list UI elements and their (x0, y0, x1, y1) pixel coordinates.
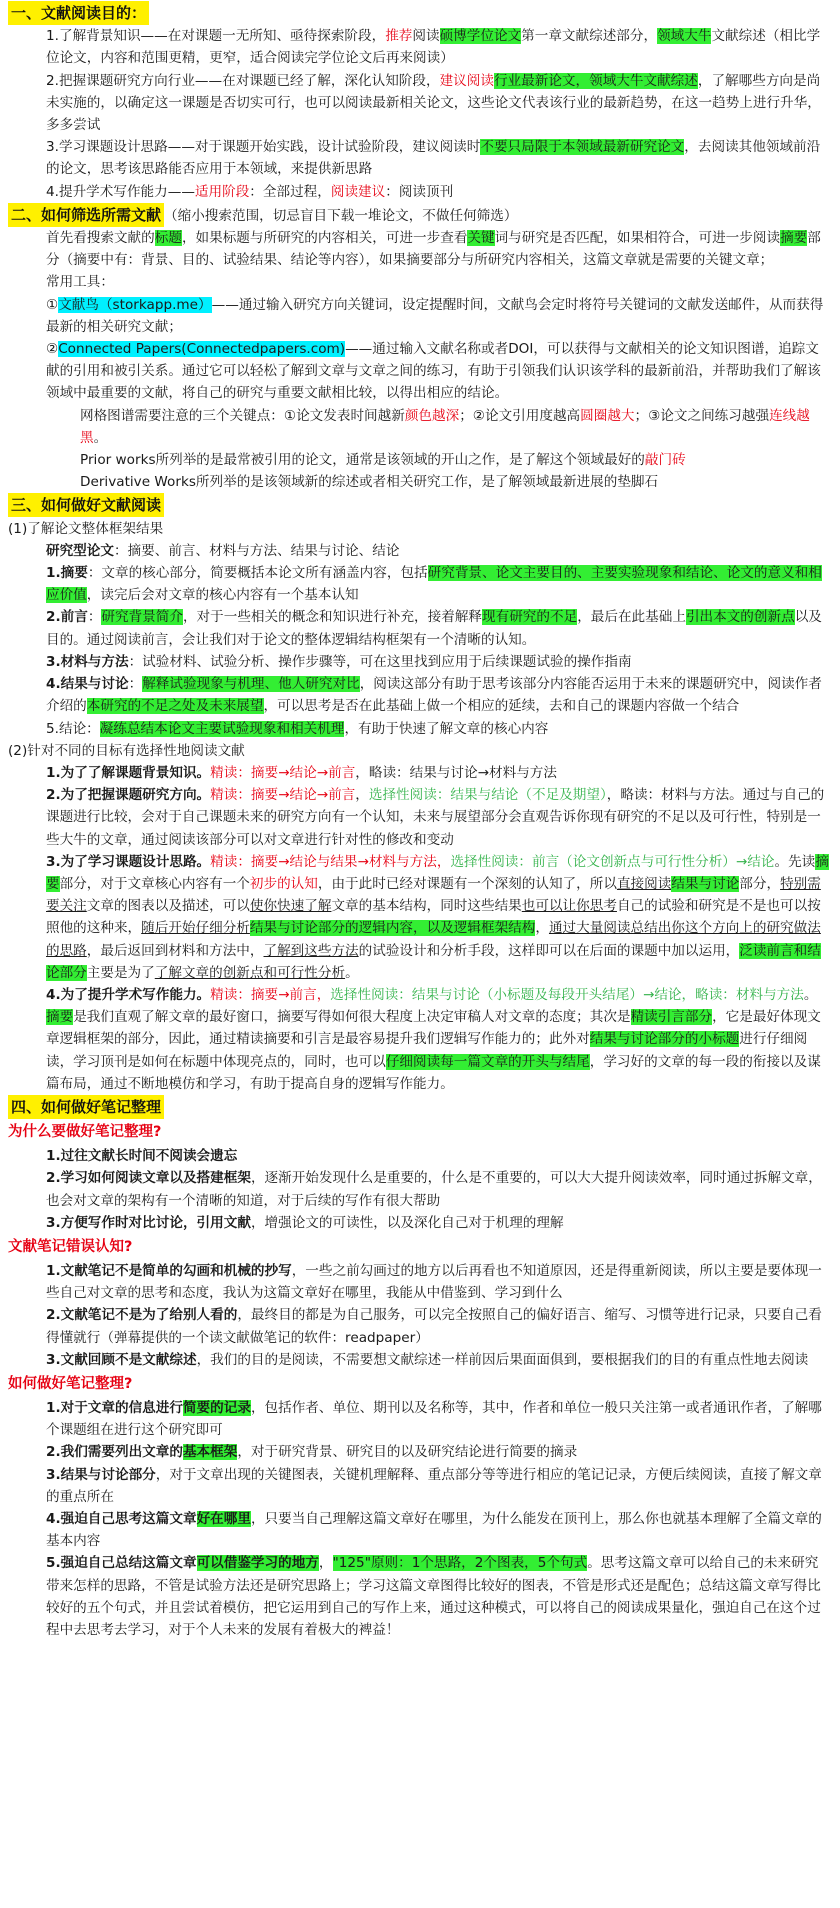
text-run: 结果与讨论部分的逻辑内容，以及逻辑框架结构 (249, 920, 536, 937)
s1-item-3 (8, 136, 830, 180)
text-run: 精读引言部分 (630, 1009, 713, 1026)
text-run: ，学习好的文章的每一段的衔接以及谋篇布局，通过不断地模仿和学习，有助于提高自身的逻辑写作能力。 (46, 1053, 821, 1092)
text-run: 3.方便写作时对比讨论，引用文献 (46, 1214, 251, 1231)
text-run: ，了解哪些方向是尚未实施的，以确定这一课题是否切实可行，也可以阅读最新相关论文，这些论文代表该行业的最新趋势，在这一趋势上进行升华，多多尝试 (46, 72, 821, 134)
text-run: 首先看搜索文献的 (46, 230, 155, 247)
s1-item-1 (8, 25, 830, 69)
text-run: 。思考这篇文章可以给自己的未来研究带来怎样的思路，不管是试验方法还是研究思路上；学习这篇文章图得比较好的图表，不管是形式还是配色；总结这篇文章写得比较好的五个句式，并且尝试着模仿，把它运用到自己的写作上来，通过这种模式，可以将自己的阅读成果量化，强迫自己在这个过程中去思考去学习，对于个人未来的发展有着极大的裨益！ (46, 1555, 821, 1639)
text-run: 可以借鉴学习的地方 (196, 1555, 319, 1572)
s4-question-why: 为什么要做好笔记整理? (8, 1124, 162, 1141)
s2-para-1 (8, 227, 830, 271)
text-run: 阅读 (412, 28, 440, 45)
text-run: 自己的试验和研究是不是也可以按照他的这种来， (46, 898, 821, 937)
s4-how-5 (8, 1552, 830, 1641)
text-run: 行业最新论文，领域大牛文献综述 (493, 72, 698, 89)
text-run: ；③论文之间练习越强 (634, 407, 770, 424)
text-run: 推荐 (385, 28, 413, 45)
text-run: 3.结果与讨论部分 (46, 1466, 156, 1483)
text-run: 部分，对于文章核心内容有一个 (59, 875, 250, 892)
text-run: 1.了解背景知识——在对课题一无所知、亟待探索阶段， (46, 28, 386, 45)
s2-note-prior-works (8, 449, 830, 471)
text-run: 简要的记录 (182, 1399, 251, 1416)
text-run: 2.我们需要列出文章的 (46, 1444, 183, 1461)
s2-note-graph (8, 405, 830, 449)
s3-introduction (8, 606, 830, 650)
text-run: ，由于此时已经对课题有一个深刻的认知了，所以 (317, 875, 617, 892)
text-run: 2.学习如何阅读文章以及搭建框架 (46, 1170, 251, 1187)
text-run: 硕博学位论文 (439, 28, 522, 45)
text-run: ，最后返回到材料和方法中， (86, 942, 264, 959)
text-run: ，对于一些相关的概念和知识进行补充，接着解释 (182, 609, 483, 626)
text-run: ，略读：材料与方法。通过与自己的课题进行比较，会对于自己课题未来的研究方向有一个认知，未来与展望部分会直观告诉你现有研究的不足以及可行性，特别是一些大牛的文章，通过阅读该部分可以对文章进行针对性的修改和变动 (46, 787, 825, 848)
text-run: 本研究的不足之处及未来展望 (86, 698, 264, 715)
text-run: 3.文献回顾不是文献综述 (46, 1351, 197, 1368)
text-run: 精读：摘要→前言， (210, 986, 331, 1003)
text-run: 3.学习课题设计思路——对于课题开始实践，设计试验阶段，建议阅读时 (46, 139, 481, 156)
text-run: 泛读前言和结论部分 (46, 942, 821, 981)
text-run: 4.强迫自己思考这篇文章 (46, 1511, 197, 1527)
text-run: 标题 (154, 230, 182, 247)
text-run: 通过大量阅读总结出你这个方向上的研究做法的思路 (46, 920, 821, 959)
text-run: 领域大牛 (657, 28, 712, 45)
s3-abstract (8, 562, 830, 606)
s4-how-3 (8, 1464, 830, 1508)
text-run: 摘要 (46, 1009, 74, 1026)
s2-note-derivative-works: Derivative Works所列举的是该领域新的综述或者相关研究工作，是了解领域最新进展的垫脚石 (80, 474, 659, 491)
text-run: 文章的图表以及描述，可以 (86, 898, 250, 915)
text-run: Prior works所列举的是最常被引用的论文，通常是该领域的开山之作，是了解这个领域最好的 (80, 452, 645, 469)
text-run: 第一章文献综述部分， (521, 28, 658, 45)
s4-how-4 (8, 1508, 830, 1552)
text-run: 。先读 (774, 853, 816, 870)
text-run: 四、如何做好笔记整理 (8, 1095, 164, 1119)
section-2-note: （缩小搜索范围，切忌盲目下载一堆论文，不做任何筛选） (164, 207, 518, 224)
section-2-heading (8, 203, 830, 227)
text-run: ，可以思考是否在此基础上做一个相应的延续，去和自己的课题内容做一个结合 (263, 698, 740, 715)
text-run: ， (535, 920, 549, 937)
text-run: 研究背景、论文主要目的、主要实验现象和结论、论文的意义和相应价值 (46, 565, 822, 604)
section-4-heading (8, 1095, 830, 1119)
text-run: ：试验材料、试验分析、操作步骤等，可在这里找到应用于后续课题试验的操作指南 (128, 653, 632, 670)
text-run: ， (318, 1555, 333, 1572)
text-run: ： (86, 720, 100, 737)
s4-why-2 (8, 1167, 830, 1211)
text-run: 一、文献阅读目的： (8, 1, 149, 25)
text-run: 文章的基本结构，同时这些结果 (331, 898, 522, 915)
section-1-heading (8, 1, 830, 25)
text-run: ，一些之前勾画过的地方以后再看也不知道原因，还是得重新阅读，所以主要是要体现一些自己对文章的思考和态度，我认为这篇文章好在哪里，我能从中借鉴到、学习到什么 (46, 1262, 822, 1302)
s2-tools-label: 常用工具： (46, 274, 114, 291)
text-run: 关键 (467, 230, 495, 247)
s2-tool-connected-papers (8, 338, 830, 405)
s4-why-3 (8, 1212, 830, 1234)
text-run: 的试验设计和分析手段，这样即可以在后面的课题中加以运用， (358, 942, 740, 959)
text-run: 好在哪里 (196, 1511, 251, 1527)
text-run: ： (87, 609, 102, 626)
text-run: ， (355, 787, 369, 804)
s1-item-2 (8, 70, 830, 137)
text-run: 1.为了了解课题背景知识。 (46, 764, 211, 781)
text-run: 部分（摘要中有：背景、目的、试验结果、结论等内容），如果摘要部分与所研究内容相关，这篇文章就是需要的关键文章； (46, 230, 821, 269)
s4-error-2 (8, 1304, 830, 1348)
s3-goal-3 (8, 851, 830, 984)
text-run: 随后开始仔细分析 (141, 920, 250, 937)
text-run: ，略读：结果与讨论→材料与方法 (355, 764, 557, 781)
text-run: ，读完后会对文章的核心内容有一个基本认知 (86, 587, 359, 604)
text-run: ，对于研究背景、研究目的以及研究结论进行简要的摘录 (237, 1444, 578, 1461)
text-run: 使你快速了解 (249, 898, 332, 915)
text-run: 2.文献笔记不是为了给别人看的 (46, 1307, 238, 1324)
text-run: ，如果标题与所研究的内容相关，可进一步查看 (181, 230, 468, 247)
text-run: 精读：摘要→结论→前言 (210, 787, 356, 804)
text-run: 直接阅读 (616, 875, 672, 892)
s4-how-2 (8, 1441, 830, 1463)
text-run: ——通过输入文献名称或者DOI，可以获得与文献相关的论文知识图谱，追踪文献的引用和被引关系。通过它可以轻松了解到文章与文章之间的练习，有助于引领我们认识该学科的最新前沿，并帮助我们了解该领域中最重要的文献，将自己的研究与重要文献相比较，以得出相应的结论。 (46, 341, 821, 402)
s4-question-errors: 文献笔记错误认知? (8, 1238, 133, 1255)
text-run: ：摘要、前言、材料与方法、结果与讨论、结论 (113, 542, 400, 559)
text-run: 选择性阅读：前言（论文创新点与可行性分析）→结论 (450, 853, 775, 870)
text-run: 选择性阅读：结果与讨论（小标题及每段开头结尾）→结论，略读：材料与方法 (330, 986, 804, 1003)
text-run: 研究背景简介 (101, 609, 183, 626)
text-run: 结果与讨论 (671, 875, 740, 892)
text-run: ，我们的目的是阅读，不需要想文献综述一样前因后果面面俱到，要根据我们的目的有重点性地去阅读 (196, 1351, 809, 1368)
text-run: 1.摘要 (46, 565, 88, 582)
text-run: 二、如何筛选所需文献 (8, 203, 164, 227)
text-run: 4.提升学术写作能力—— (46, 183, 195, 200)
s4-question-how: 如何做好笔记整理? (8, 1375, 133, 1392)
section-3-heading (8, 493, 830, 517)
text-run: 摘要 (780, 230, 808, 247)
text-run: ： (128, 676, 143, 693)
text-run: 。 (93, 429, 108, 446)
text-run: 2.为了把握课题研究方向。 (46, 787, 211, 804)
text-run: 初步的认知 (249, 875, 318, 892)
connected-papers-link[interactable]: Connected Papers(Connectedpapers.com) (58, 341, 346, 358)
text-run: ：文章的核心部分，简要概括本论文所有涵盖内容，包括 (87, 565, 428, 582)
text-run: 。 (803, 986, 818, 1003)
text-run: 颜色越深 (404, 407, 460, 424)
text-run: 5.强迫自己总结这篇文章 (46, 1555, 197, 1572)
text-run: 网格图谱需要注意的三个关键点：①论文发表时间越新 (80, 407, 405, 424)
text-run: 精读：摘要→结论→前言 (210, 764, 356, 781)
text-run: ，最后在此基础上 (577, 609, 686, 626)
text-run: 三、如何做好文献阅读 (8, 493, 164, 517)
text-run: ，逐渐开始发现什么是重要的，什么是不重要的，可以大大提升阅读效率，同时通过拆解文章，也会对文章的架构有一个清晰的知道，对于后续的写作有很大帮助 (46, 1170, 822, 1209)
text-run: 文献综述（相比学位论文，内容和范围更精，更窄，适合阅读完学位论文后再来阅读） (46, 28, 821, 67)
text-run: 基本框架 (182, 1444, 238, 1461)
text-run: 3.为了学习课题设计思路。 (46, 853, 211, 870)
text-run: 圆圈越大 (580, 407, 635, 424)
text-run: 4.结果与讨论 (46, 676, 129, 693)
text-run: 了解文章的创新点和可行性分析 (154, 964, 346, 981)
text-run: 结果与讨论部分的小标题 (589, 1031, 740, 1048)
text-run: 解释试验现象与机理、他人研究对比 (142, 676, 360, 693)
text-run: 研究型论文 (46, 542, 114, 559)
text-run: 进行仔细阅读，学习顶刊是如何在标题中体现亮点的，同时，也可以 (46, 1031, 808, 1070)
text-run: ，包括作者、单位、期刊以及名称等，其中，作者和单位一般只关注第一或者通讯作者，了解哪个课题组在进行这个研究即可 (46, 1399, 822, 1439)
s3-goal-1 (8, 762, 830, 784)
text-run: 仔细阅读每一篇文章的开头与结尾 (385, 1053, 590, 1070)
text-run: 特别需要关注 (46, 875, 821, 915)
s3-conclusion (8, 718, 830, 740)
text-run: ，有助于快速了解文章的核心内容 (344, 720, 549, 737)
text-run: 主要是为了 (86, 964, 155, 981)
s3-goal-4 (8, 984, 830, 1095)
text-run: ：全部过程， (249, 183, 331, 200)
text-run: 阅读建议 (330, 183, 386, 200)
text-run: 1.文献笔记不是简单的勾画和机械的抄写 (46, 1262, 292, 1279)
text-run: 适用阶段 (194, 183, 250, 200)
s1-item-4 (8, 181, 830, 203)
s3-results (8, 673, 830, 717)
text-run: 不要只局限于本领域最新研究论文 (480, 139, 685, 156)
text-run: 5.结论 (46, 720, 87, 737)
text-run: 凝练总结本论文主要试验现象和相关机理 (99, 720, 345, 737)
text-run: ① (46, 296, 59, 313)
text-run: 4.为了提升学术写作能力。 (46, 986, 211, 1003)
text-run: 选择性阅读：结果与结论（不足及期望） (368, 787, 607, 804)
text-run: 精读：摘要→结论与结果→材料与方法， (210, 853, 451, 870)
text-run: ——通过输入研究方向关键词，设定提醒时间，文献鸟会定时将符号关键词的文献发送邮件，从而获得最新的相关研究文献； (46, 296, 824, 335)
text-run: 摘要 (46, 853, 829, 892)
text-run: ；②论文引用度越高 (459, 407, 581, 424)
text-run: 建议阅读 (439, 72, 494, 89)
s3-paper-types (8, 540, 830, 562)
text-run: 2.把握课题研究方向行业——在对课题已经了解，深化认知阶段， (46, 72, 440, 89)
text-run: 3.材料与方法 (46, 653, 129, 670)
text-run: 连线越黑 (80, 407, 810, 446)
text-run: 也可以让你思考 (521, 898, 617, 915)
text-run: 2.前言 (46, 609, 88, 626)
text-run: ，去阅读其他领域前沿的论文，思考该思路能否应用于本领域，来提供新思路 (46, 139, 821, 178)
s3-goal-2 (8, 784, 830, 851)
text-run: ，阅读这部分有助于思考该部分内容能否运用于未来的课题研究中，阅读作者介绍的 (46, 676, 822, 715)
text-run: ，只要当自己理解这篇文章好在哪里，为什么能发在顶刊上，那么你也就基本理解了全篇文章的基本内容 (46, 1511, 822, 1550)
s4-error-1 (8, 1260, 830, 1304)
s2-tool-storkapp (8, 294, 830, 338)
text-run: 1.对于文章的信息进行 (46, 1399, 183, 1416)
s3-sub-2: (2)针对不同的目标有选择性地阅读文献 (8, 742, 245, 759)
text-run: ② (46, 341, 59, 358)
text-run: ，最终目的都是为自己服务，可以完全按照自己的偏好语言、缩写、习惯等进行记录，只要自己看得懂就行（弹幕提供的一个读文献做笔记的软件：readpaper） (46, 1307, 822, 1346)
s3-methods (8, 651, 830, 673)
text-run: 现有研究的不足 (482, 609, 578, 626)
text-run: 引出本文的创新点 (685, 609, 795, 626)
text-run: ，增强论文的可读性，以及深化自己对于机理的理解 (250, 1214, 564, 1231)
text-run: 是我们直观了解文章的最好窗口，摘要写得如何很大程度上决定审稿人对文章的态度；其次是 (73, 1009, 631, 1026)
storkapp-link[interactable]: 文献鸟（storkapp.me） (58, 296, 212, 313)
s3-sub-1: (1)了解论文整体框架结果 (8, 520, 164, 537)
text-run: "125"原则：1个思路，2个图表，5个句式 (332, 1555, 588, 1572)
text-run: 。 (345, 964, 359, 981)
text-run: 了解到这些方法 (263, 942, 359, 959)
s4-how-1 (8, 1397, 830, 1441)
text-run: 部分， (739, 875, 781, 892)
text-run: 以及目的。通过阅读前言，会让我们对于论文的整体逻辑结构框架有一个清晰的认知。 (46, 609, 822, 648)
s4-error-3 (8, 1349, 830, 1371)
s4-why-1: 1.过往文献长时间不阅读会遗忘 (46, 1148, 238, 1165)
text-run: 敲门砖 (644, 452, 686, 469)
text-run: ：阅读顶刊 (385, 183, 454, 200)
text-run: ，对于文章出现的关键图表，关键机理解释、重点部分等等进行相应的笔记记录，方便后续阅读，直接了解文章的重点所在 (46, 1466, 822, 1505)
text-run: ，它是最好体现文章逻辑框架的部分，因此，通过精读摘要和引言是最容易提升我们逻辑写作能力的；此外对 (46, 1009, 821, 1048)
text-run: 词与研究是否匹配，如果相符合，可进一步阅读 (494, 230, 781, 247)
